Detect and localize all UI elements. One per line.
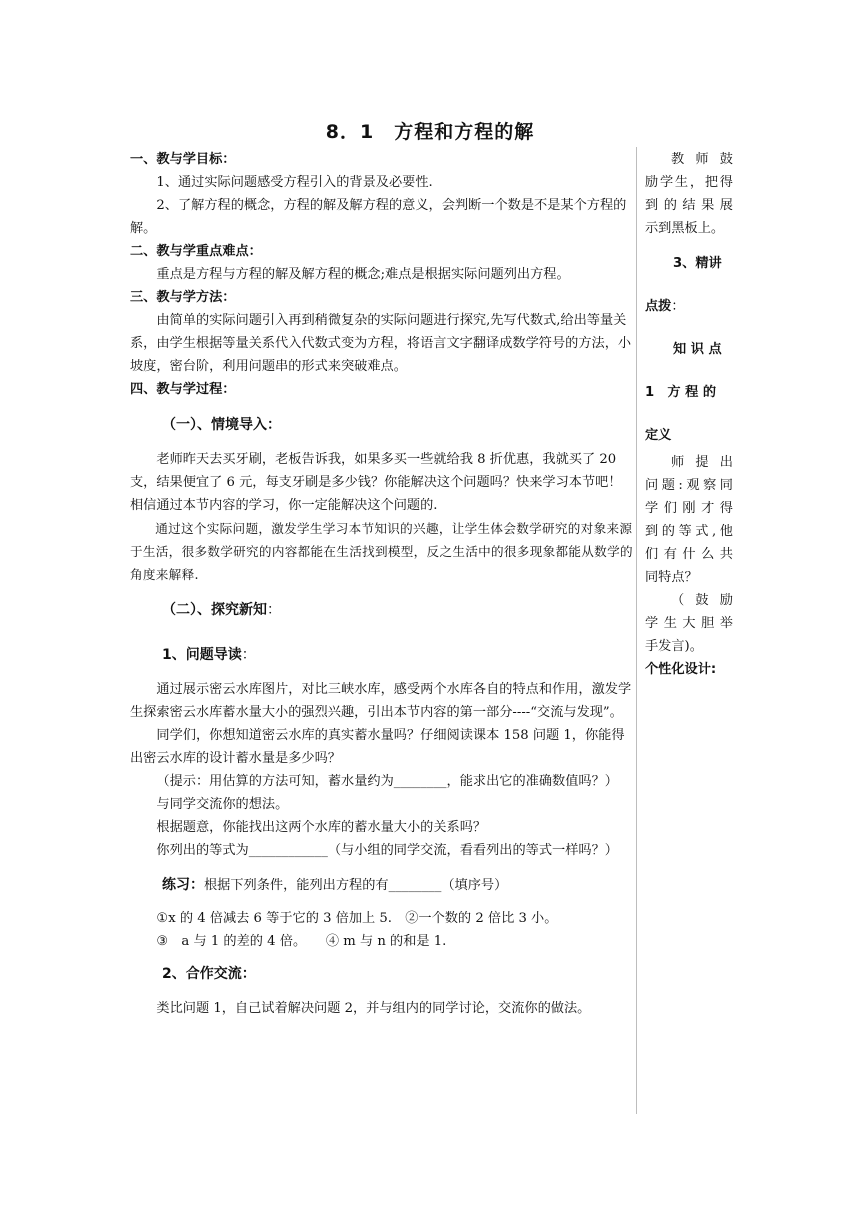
sidebar-line: 到的等式,他 (645, 524, 733, 539)
goal-item-1: 1、通过实际问题感受方程引入的背景及必要性. (156, 175, 433, 190)
part2-heading-colon: ： (267, 602, 281, 618)
sub1-heading-colon: ： (241, 647, 256, 663)
sidebar-line: 励学生，把得 (645, 175, 733, 190)
part1-paragraph-1: 老师昨天去买牙刷，老板告诉我，如果多买一些就给我 8 折优惠，我就买了 20 支，结果便宜了 6 元，每支牙刷是多少钱？你能解决这个问题吗？快来学习本节吧！相信通过本节内容的学习，你一定能解决这个问题的. (130, 452, 622, 513)
process-heading: 四、教与学过程： (130, 382, 236, 397)
sidebar-line: 问题:观察同 (645, 478, 733, 493)
sidebar-heading-dianbo (645, 295, 733, 318)
sidebar-line: 学 们 刚 才 得 (645, 501, 733, 516)
part1-heading: （一）、情境导入： (162, 417, 281, 433)
sidebar-line: 到 的 结 果 展 (645, 198, 733, 213)
part1-paragraph-2: 通过这个实际问题，激发学生学习本节知识的兴趣，让学生体会数学研究的对象来源于生活，很多数学研究的内容都能在生活找到模型，反之生活中的很多现象都能从数学的角度来解释. (130, 521, 633, 582)
keypoints-text: 重点是方程与方程的解及解方程的概念;难点是根据实际问题列出方程。 (156, 267, 570, 282)
sidebar-line: 示到黑板上。 (645, 221, 725, 236)
sub1-heading-text: 1、问题导读 (162, 647, 242, 663)
sidebar-heading-dingyi: 定义 (645, 428, 672, 443)
sidebar-heading-zhishidian: 知 识 点 (673, 342, 722, 357)
sub2-heading: 2、合作交流： (162, 966, 256, 982)
methods-heading: 三、教与学方法： (130, 290, 236, 305)
sub1-paragraph-2: 同学们，你想知道密云水库的真实蓄水量吗？仔细阅读课本 158 问题 1，你能得出密云水库的设计蓄水量是多少吗？ (130, 728, 625, 766)
sidebar-heading-gexinghua: 个性化设计: (645, 662, 717, 677)
methods-text: 由简单的实际问题引入再到稍微复杂的实际问题进行探究,先写代数式,给出等量关系，由学生根据等量关系代入代数式变为方程，将语言文字翻译成数学符号的方法，小坡度，密台阶，利用问题串的形式来突破难点。 (130, 313, 632, 374)
sidebar-column (645, 148, 733, 681)
sidebar-line: 们 有 什 么 共 (645, 547, 733, 562)
sidebar-heading-jingjiang: 3、精讲 (673, 256, 722, 271)
part2-heading-text: （二）、探究新知 (162, 602, 267, 618)
sidebar-dianbo-text: 点拨 (645, 299, 672, 314)
sub1-paragraph-3: （提示：用估算的方法可知，蓄水量约为________，能求出它的准确数值吗？） (156, 774, 618, 789)
sub1-paragraph-6: 你列出的等式为____________（与小组的同学交流，看看列出的等式一样吗？） (156, 843, 618, 858)
practice-options-1: ①x 的 4 倍减去 6 等于它的 3 倍加上 5. ②一个数的 2 倍比 3 小。 (156, 911, 558, 926)
practice-options-2: ③ a 与 1 的差的 4 倍。 ④ m 与 n 的和是 1. (156, 934, 447, 949)
practice-line (130, 874, 634, 897)
sub1-paragraph-5: 根据题意，你能找出这两个水库的蓄水量大小的关系吗？ (156, 820, 487, 835)
goal-item-2: 2、了解方程的概念，方程的解及解方程的意义，会判断一个数是不是某个方程的解。 (130, 198, 627, 236)
sidebar-line: 学 生 大 胆 举 (645, 616, 733, 631)
sub1-paragraph-4: 与同学交流你的想法。 (156, 797, 289, 812)
sidebar-heading-fangcheng: 1 方 程 的 (645, 385, 717, 400)
sidebar-line: 手发言)。 (645, 639, 703, 654)
keypoints-heading: 二、教与学重点难点： (130, 244, 262, 259)
page-title: 8．1 方程和方程的解 (325, 121, 535, 143)
sub1-heading (130, 644, 634, 667)
sidebar-line: 教 师 鼓 (671, 152, 733, 167)
sidebar-line: 同特点？ (645, 570, 698, 585)
sidebar-dianbo-colon: ： (671, 299, 685, 314)
sub1-paragraph-1: 通过展示密云水库图片，对比三峡水库，感受两个水库各自的特点和作用，激发学生探索密云水库蓄水量大小的强烈兴趣，引出本节内容的第一部分----“交流与发现”。 (130, 682, 632, 720)
sidebar-line: （ 鼓 励 (671, 593, 733, 608)
part2-heading (130, 599, 634, 622)
main-column (130, 148, 634, 1020)
column-divider (636, 147, 637, 1114)
goals-heading: 一、教与学目标： (130, 152, 236, 167)
practice-label: 练习： (162, 877, 204, 893)
practice-text: 根据下列条件，能列出方程的有________（填序号） (204, 878, 508, 893)
sub2-paragraph-1: 类比问题 1，自己试着解决问题 2，并与组内的同学讨论，交流你的做法。 (156, 1001, 591, 1016)
sidebar-line: 师 提 出 (671, 455, 733, 470)
